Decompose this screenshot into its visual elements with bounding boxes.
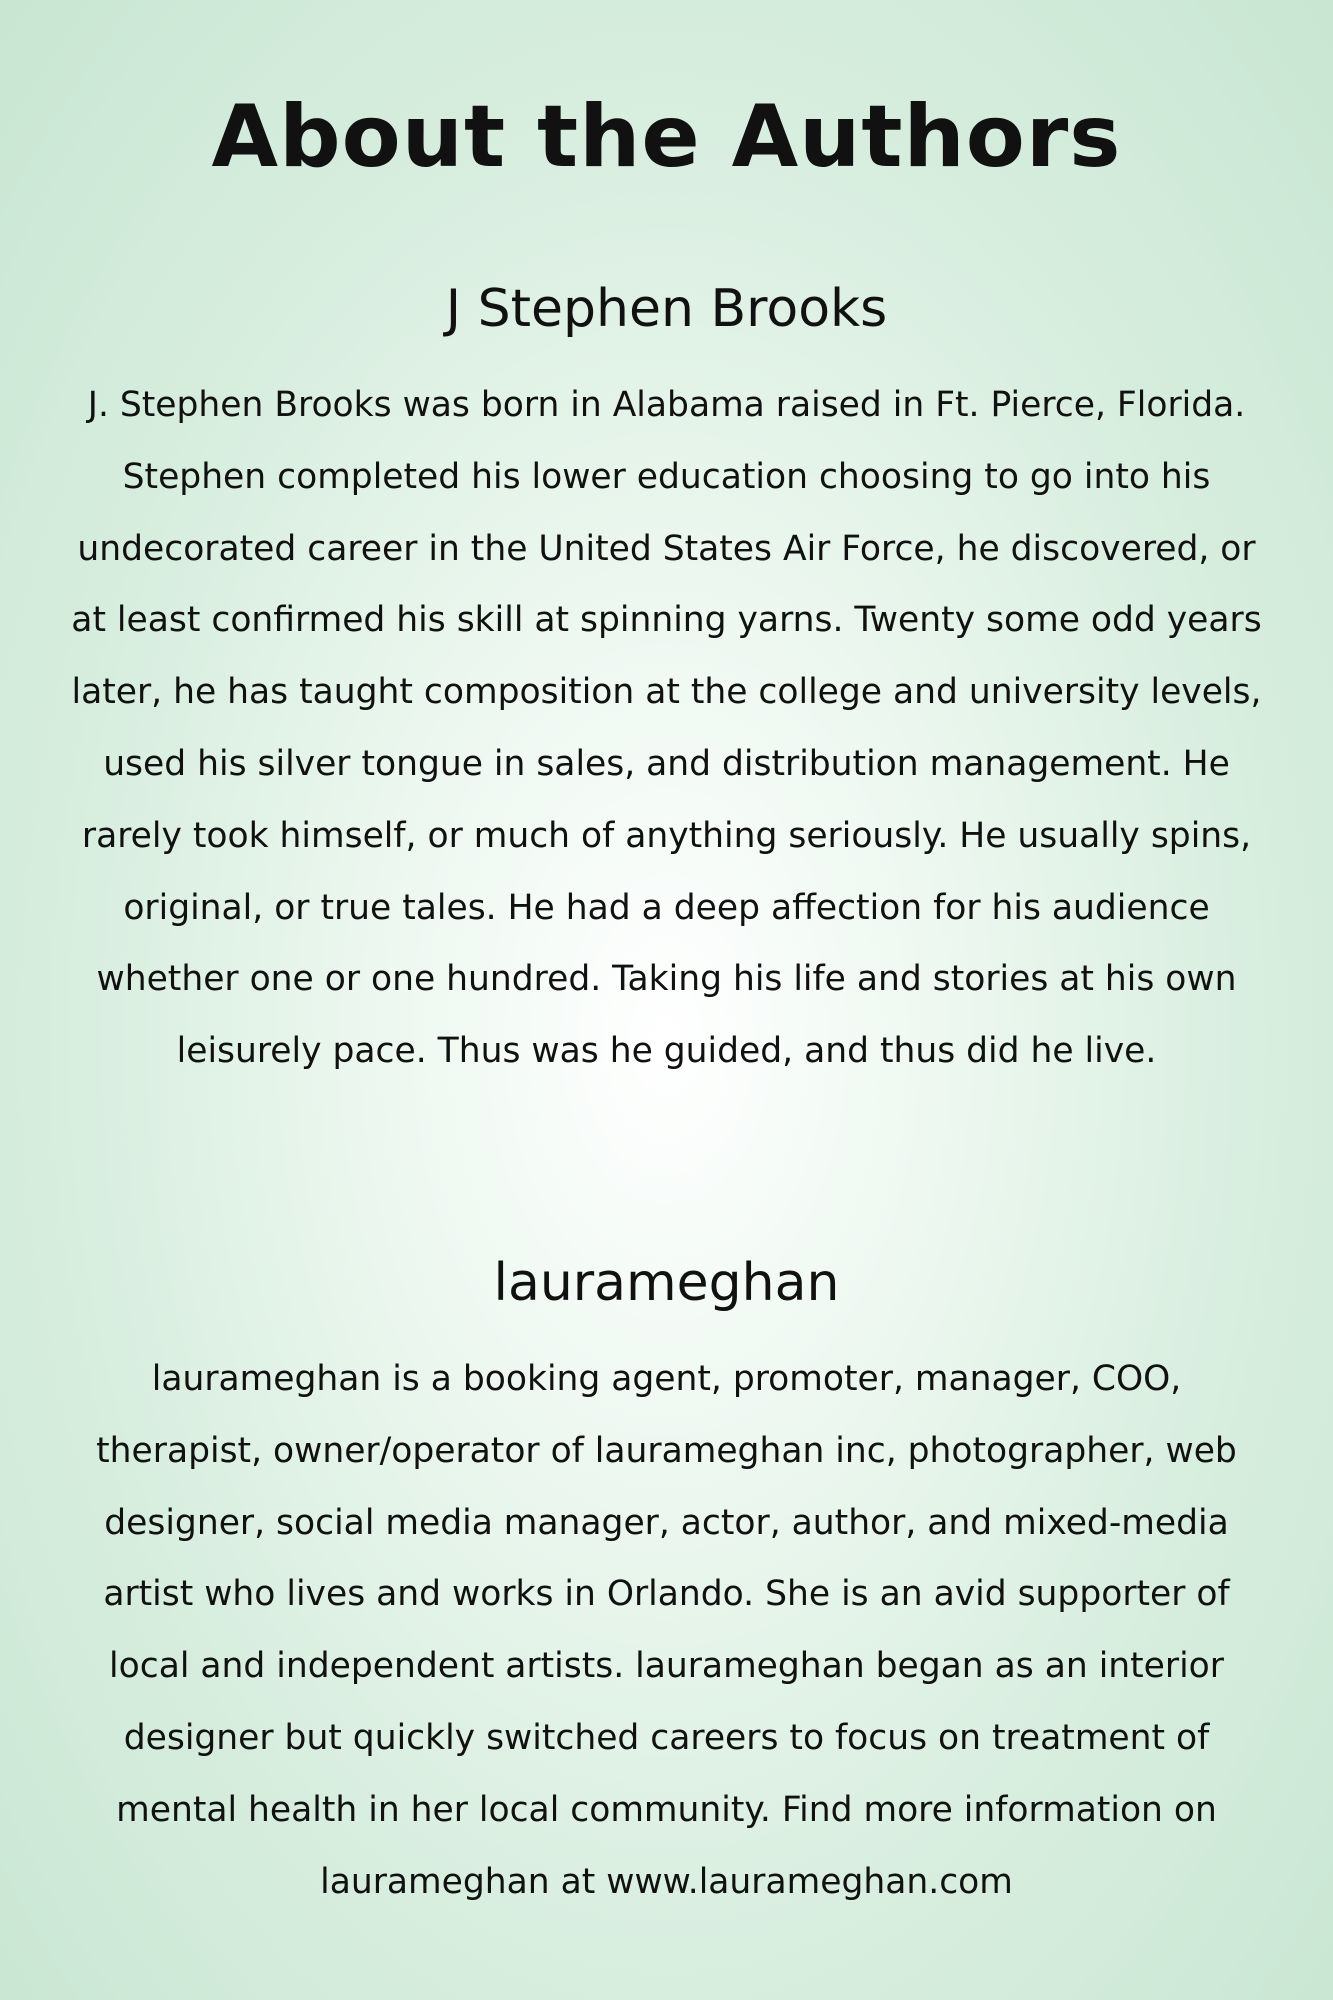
- author-bio: J. Stephen Brooks was born in Alabama raised in Ft. Pierce, Florida. Stephen completed his lower education choosing to go into his undecorated career in the United States Air Force, he discovered, or at least confirmed his skill at spinning yarns. Twenty some odd years later, he has taught composition at the college and university levels, used his silver tongue in sales, and distribution management. He rarely took himself, or much of anything seriously. He usually spins, original, or true tales. He had a deep affection for his audience whether one or one hundred. Taking his life and stories at his own leisurely pace. Thus was he guided, and thus did he live.: [71, 385, 1262, 1072]
- author-name: J Stephen Brooks: [445, 279, 888, 339]
- author-name: laurameghan: [493, 1253, 840, 1313]
- author-section-laurameghan: [70, 1244, 1263, 1918]
- author-bio: laurameghan is a booking agent, promoter, manager, COO, therapist, owner/operator of laurameghan inc, photographer, web designer, social media manager, actor, author, and mixed-media artist who lives and works in Orlando. She is an avid supporter of local and independent artists. laurameghan began as an interior designer but quickly switched careers to focus on treatment of mental health in her local community. Find more information on laurameghan at www.laurameghan.com: [96, 1359, 1237, 1902]
- author-section-j-stephen-brooks: [70, 270, 1263, 1088]
- page-title: About the Authors: [211, 87, 1122, 187]
